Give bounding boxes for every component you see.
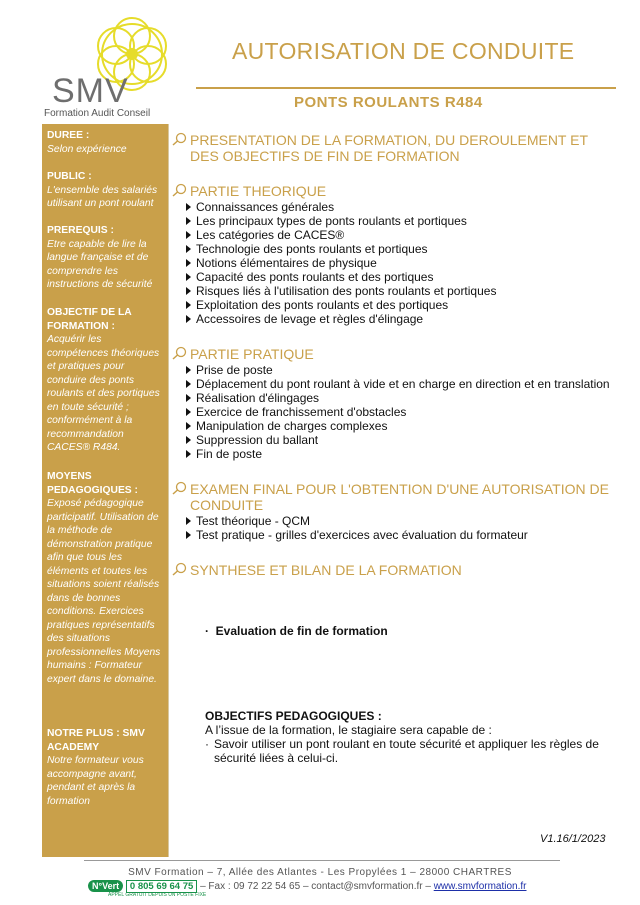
logo-tagline: Formation Audit Conseil [44,108,151,119]
list-item [186,312,496,326]
list-item-text: Suppression du ballant [196,433,319,447]
list-item [186,377,610,391]
sidebar-section-title: PUBLIC : [47,171,92,182]
bullet-arrow-icon [186,217,191,225]
magnifier-icon [172,346,188,360]
list-item-text: Capacité des ponts roulants et des portiques [196,270,434,284]
list-item [186,433,610,447]
list-item-text: Les principaux types de ponts roulants et portiques [196,214,467,228]
theorique-list [186,200,496,326]
bullet-arrow-icon [186,301,191,309]
section-heading-synthese [172,562,462,579]
objectives-intro: A l’issue de la formation, le stagiaire sera capable de : [205,723,492,737]
sidebar-section-duree [47,129,165,156]
footer-divider [84,860,560,861]
sidebar-section-prerequis [47,224,165,292]
sidebar-section-title: OBJECTIF DE LA FORMATION : [47,307,132,332]
list-item [186,447,610,461]
list-item-text: Exploitation des ponts roulants et des portiques [196,298,449,312]
list-item-text: Test théorique - QCM [196,514,311,528]
objectives-item [205,737,605,765]
list-item [186,514,528,528]
bullet-arrow-icon [186,531,191,539]
evaluation-text: Evaluation de fin de formation [215,624,388,638]
pratique-list [186,363,610,461]
list-item-text: Prise de poste [196,363,273,377]
list-item [186,405,610,419]
bullet-arrow-icon [186,380,191,388]
content-divider [168,124,169,857]
list-item [186,214,496,228]
website-link[interactable]: www.smvformation.fr [433,881,527,892]
footer-contact: – Fax : 09 72 22 54 65 – contact@smvformation.fr – [200,881,431,892]
list-item-text: Fin de poste [196,447,263,461]
list-item-text: Accessoires de levage et règles d'élingage [196,312,424,326]
list-item-text: Test pratique - grilles d'exercices avec évaluation du formateur [196,528,528,542]
footer-address: SMV Formation – 7, Allée des Atlantes - Les Propylées 1 – 28000 CHARTRES [128,867,512,878]
sidebar-section-moyens [47,470,165,686]
section-heading-presentation [172,132,588,164]
section-heading-theorique [172,183,327,200]
list-item [186,242,496,256]
sidebar-section-body: Selon expérience [47,143,127,155]
objectives-item-text: Savoir utiliser un pont roulant en toute sécurité et appliquer les règles de sécurité liées à celui-ci. [214,737,599,765]
list-item-text: Manipulation de charges complexes [196,419,388,433]
list-item [186,419,610,433]
list-item-text: Exercice de franchissement d'obstacles [196,405,407,419]
list-item-text: Déplacement du pont roulant à vide et en charge en direction et en translation [196,377,610,391]
sidebar-section-notre-plus [47,727,165,808]
magnifier-icon [172,132,188,146]
list-item [186,298,496,312]
list-item [186,284,496,298]
sidebar-section-body: Exposé pédagogique participatif. Utilisation de la méthode de démonstration pratique afin que tous les éléments et toutes les situations soient réalisés dans de bonnes conditions. Exercices pratiques représentatifs des situations professionnelles Moyens humains : Formateur expert dans le domaine. [47,498,161,685]
sidebar-section-title: DUREE : [47,130,90,141]
logo-brand: SMV [52,72,129,110]
list-item [186,228,496,242]
examen-list [186,514,528,542]
sidebar-section-title: NOTRE PLUS : SMV ACADEMY [47,728,145,753]
evaluation-item [205,624,388,638]
bullet-arrow-icon [186,394,191,402]
page-title: AUTORISATION DE CONDUITE [232,38,575,64]
bullet-arrow-icon [186,245,191,253]
bullet-arrow-icon [186,450,191,458]
sidebar-section-public [47,170,165,211]
bullet-arrow-icon [186,422,191,430]
nvert-badge: N°Vert [88,880,123,892]
document-version: V1.16/1/2023 [540,833,606,845]
section-heading-text: SYNTHESE ET BILAN DE LA FORMATION [190,562,462,578]
info-sidebar [42,124,168,857]
bullet-arrow-icon [186,517,191,525]
list-item-text: Risques liés à l'utilisation des ponts roulants et portiques [196,284,497,298]
page-subtitle: PONTS ROULANTS R484 [294,94,483,111]
sidebar-section-title: MOYENS PEDAGOGIQUES : [47,471,138,496]
bullet-arrow-icon [186,273,191,281]
list-item-text: Technologie des ponts roulants et portiques [196,242,428,256]
list-item-text: Réalisation d'élingages [196,391,320,405]
bullet-arrow-icon [186,436,191,444]
bullet-arrow-icon [186,231,191,239]
bullet-arrow-icon [186,366,191,374]
objectives-title: OBJECTIFS PEDAGOGIQUES : [205,709,382,723]
bullet-arrow-icon [186,408,191,416]
sidebar-section-body: Etre capable de lire la langue française et de comprendre les instructions de sécurité [47,238,153,290]
sidebar-section-objectif [47,306,165,455]
bullet-arrow-icon [186,203,191,211]
section-heading-text: PARTIE PRATIQUE [190,346,314,362]
bullet-arrow-icon [186,287,191,295]
bullet-arrow-icon [186,315,191,323]
section-heading-examen [172,481,609,513]
list-item [186,200,496,214]
header-divider [196,87,616,89]
list-item [186,528,528,542]
section-heading-text: PRESENTATION DE LA FORMATION, DU DEROULEMENT ET DES OBJECTIFS DE FIN DE FORMATION [190,132,588,164]
sidebar-section-body: L'ensemble des salariés utilisant un pont roulant [47,184,158,209]
bullet-dot: · [205,737,209,751]
magnifier-icon [172,183,188,197]
list-item [186,363,610,377]
list-item [186,391,610,405]
list-item-text: Connaissances générales [196,200,335,214]
bullet-arrow-icon [186,259,191,267]
list-item-text: Notions élémentaires de physique [196,256,377,270]
nvert-phone-number[interactable]: 0 805 69 64 75 [126,880,197,893]
list-item-text: Les catégories de CACES® [196,228,345,242]
list-item [186,256,496,270]
magnifier-icon [172,481,188,495]
magnifier-icon [172,562,188,576]
section-heading-text: EXAMEN FINAL POUR L'OBTENTION D'UNE AUTORISATION DE CONDUITE [190,481,609,513]
sidebar-section-title: PREREQUIS : [47,225,114,236]
bullet-dot: · [205,624,216,638]
section-heading-pratique [172,346,314,363]
sidebar-section-body: Notre formateur vous accompagne avant, pendant et après la formation [47,755,144,807]
section-heading-text: PARTIE THEORIQUE [190,183,327,199]
sidebar-section-body: Acquérir les compétences théoriques et pratiques pour conduire des ponts roulants et des portiques en toute sécurité ; conformément à la recommandation CACES® R484. [47,334,160,453]
nvert-note: APPEL GRATUIT DEPUIS UN POSTE FIXE [108,892,207,898]
list-item [186,270,496,284]
